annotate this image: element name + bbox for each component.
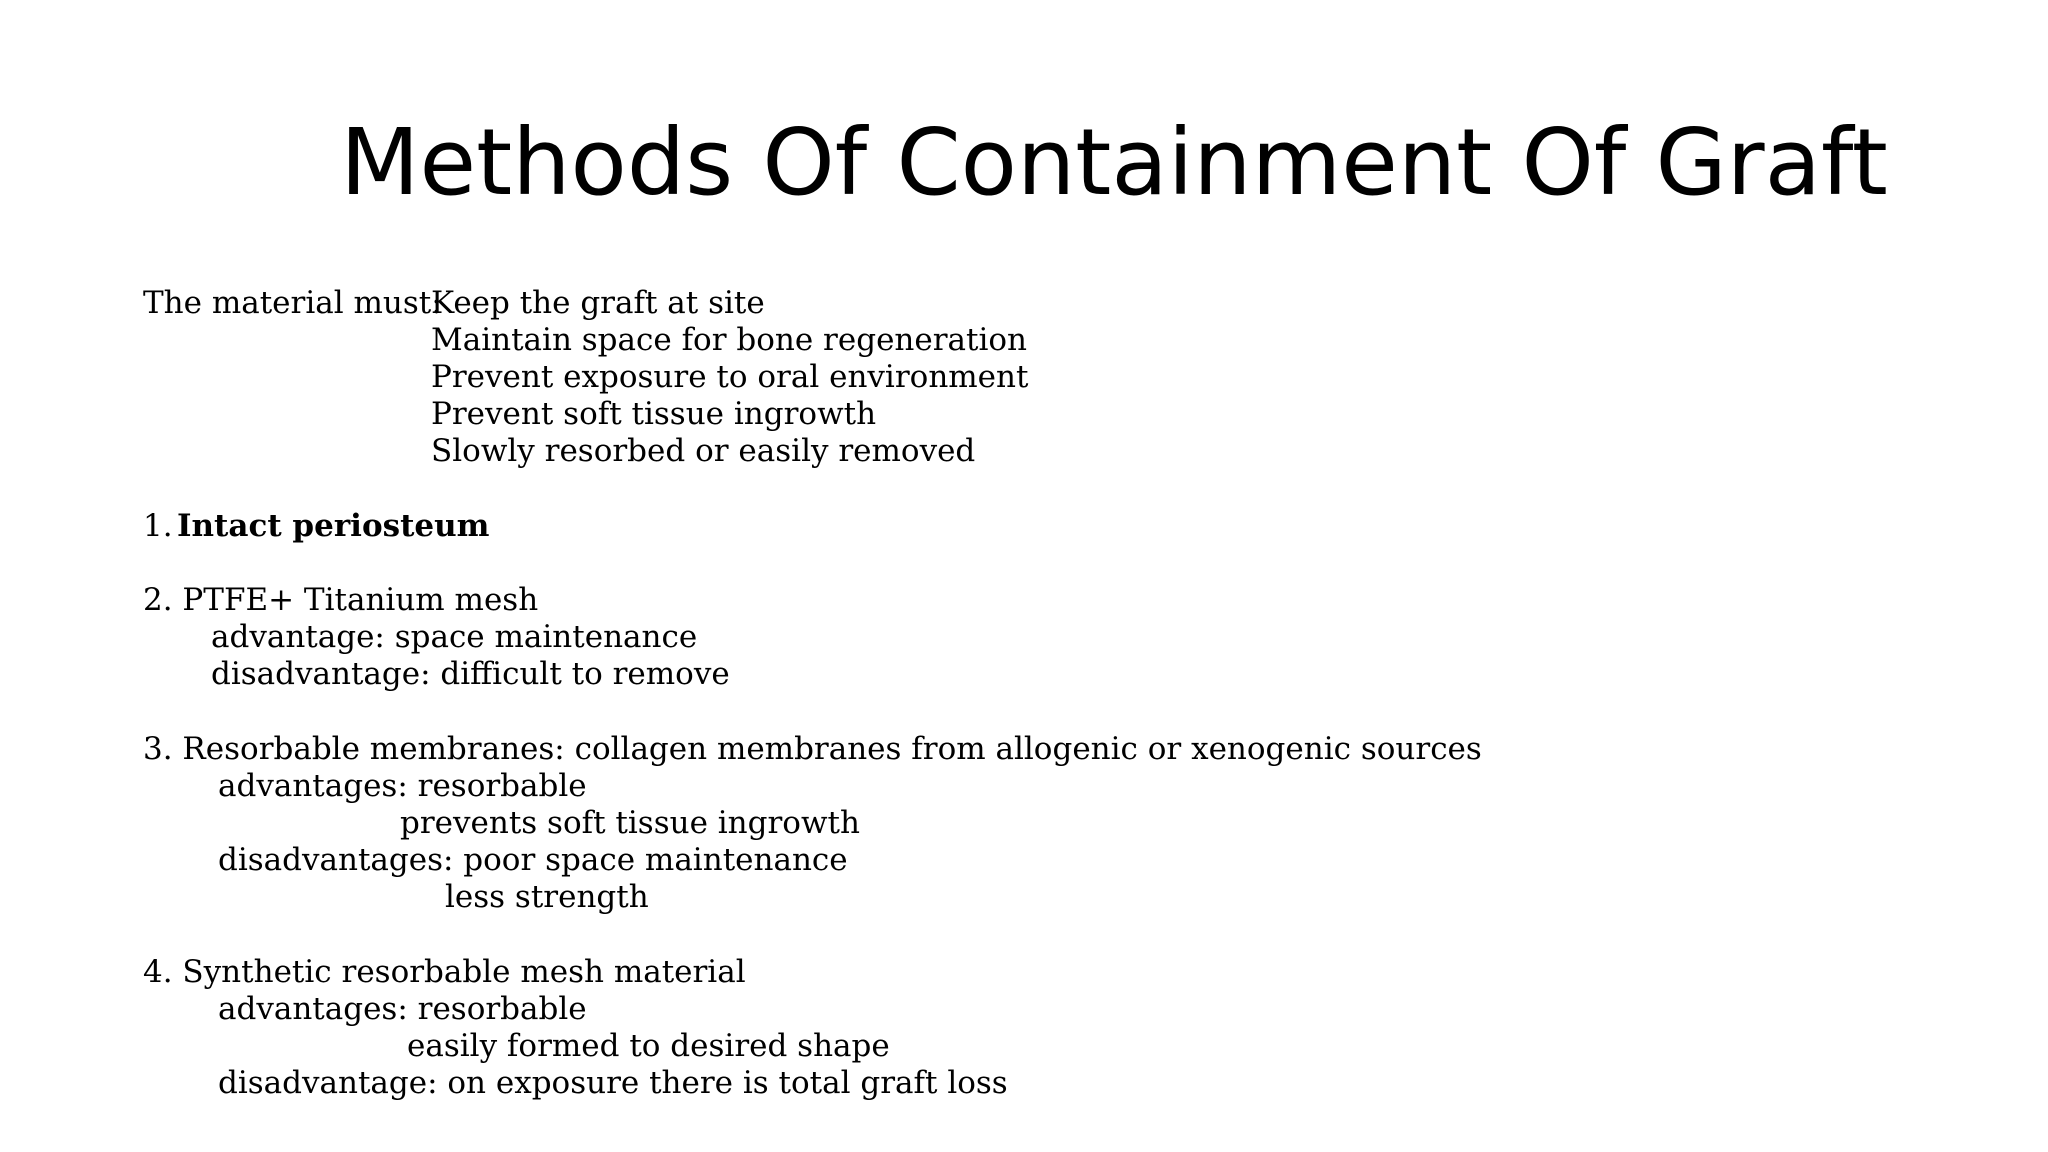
method3-advantages-2: prevents soft tissue ingrowth bbox=[400, 805, 860, 841]
intro-item-3: Prevent exposure to oral environment bbox=[431, 359, 1029, 395]
intro-lead: The material must: bbox=[143, 285, 442, 321]
method2-heading: 2. PTFE+ Titanium mesh bbox=[143, 582, 539, 618]
method3-disadvantages-2: less strength bbox=[445, 879, 649, 915]
intro-item-2: Maintain space for bone regeneration bbox=[431, 322, 1028, 358]
method3-heading: 3. Resorbable membranes: collagen membranes from allogenic or xenogenic sources bbox=[143, 731, 1482, 767]
method2-disadvantage: disadvantage: difficult to remove bbox=[211, 656, 730, 692]
method4-advantages-2: easily formed to desired shape bbox=[407, 1028, 890, 1064]
method4-advantages-1: advantages: resorbable bbox=[218, 991, 587, 1027]
method1-number: 1. bbox=[143, 508, 173, 544]
intro-item-1: Keep the graft at site bbox=[431, 285, 765, 321]
intro-item-5: Slowly resorbed or easily removed bbox=[431, 433, 976, 469]
method4-disadvantage: disadvantage: on exposure there is total graft loss bbox=[218, 1065, 1008, 1101]
intro-item-4: Prevent soft tissue ingrowth bbox=[431, 396, 877, 432]
method3-advantages-1: advantages: resorbable bbox=[218, 768, 587, 804]
method2-advantage: advantage: space maintenance bbox=[211, 619, 698, 655]
method3-disadvantages-1: disadvantages: poor space maintenance bbox=[218, 842, 848, 878]
method4-heading: 4. Synthetic resorbable mesh material bbox=[143, 954, 746, 990]
slide-title: Methods Of Containment Of Graft bbox=[340, 109, 1888, 216]
method1-title: Intact periosteum bbox=[177, 508, 490, 544]
